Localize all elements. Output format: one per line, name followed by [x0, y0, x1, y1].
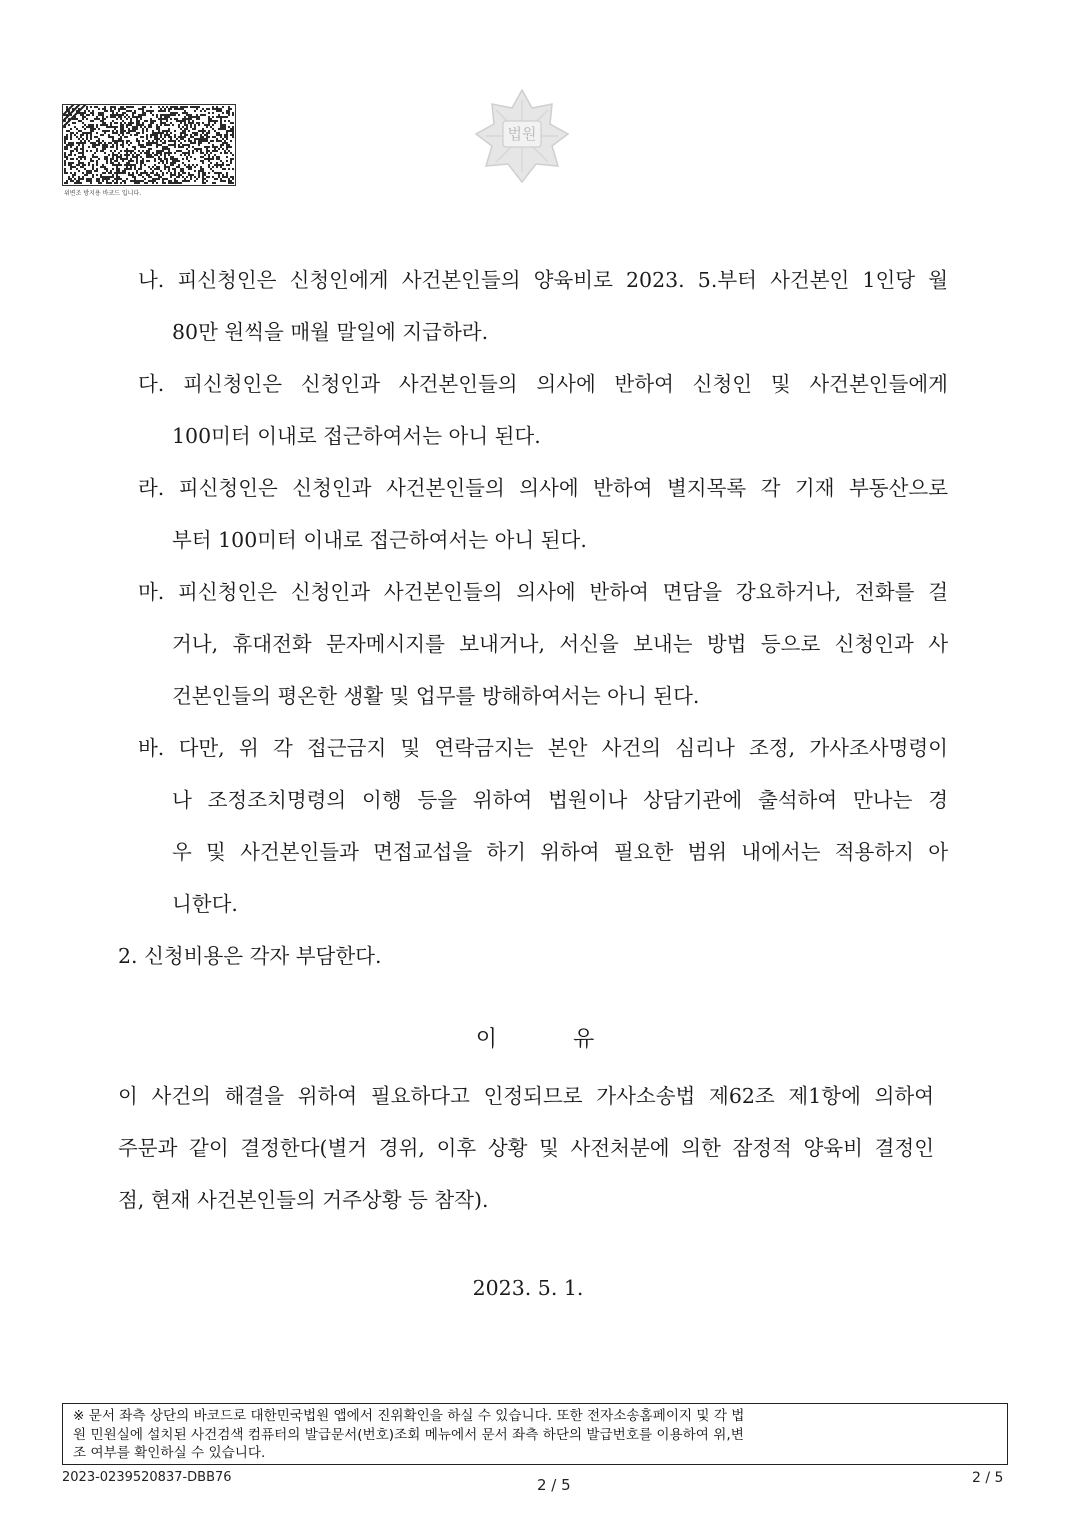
notice-line1: ※ 문서 좌측 상단의 바코드로 대한민국법원 앱에서 진위확인을 하실 수 있습니다. 또한 전자소송홈페이지 및 각 법: [73, 1408, 745, 1424]
barcode-caption: 위변조 방지용 바코드 입니다.: [64, 190, 142, 197]
verification-notice-box: [62, 1403, 1008, 1465]
order-item-ba-line4: 니한다.: [172, 892, 238, 916]
notice-line3: 조 여부를 확인하실 수 있습니다.: [73, 1445, 266, 1461]
order-item-ra-line2: 부터 100미터 이내로 접근하여서는 아니 된다.: [172, 528, 587, 552]
anti-forgery-barcode: [62, 104, 236, 186]
reason-heading-char-1: 이: [475, 1027, 497, 1052]
order-item-na-line1: 나. 피신청인은 신청인에게 사건본인들의 양육비로 2023. 5.부터 사건본인 1인당 월: [138, 268, 948, 292]
reason-line3: 점, 현재 사건본인들의 거주상황 등 참작).: [118, 1188, 489, 1212]
decision-date: 2023. 5. 1.: [472, 1276, 584, 1300]
page-number-center: 2 / 5: [537, 1476, 571, 1494]
reason-body: [118, 1078, 934, 1234]
notice-line2: 원 민원실에 설치된 사건검색 컴퓨터의 발급문서(번호)조회 메뉴에서 문서 좌측 하단의 발급번호를 이용하여 위,변: [73, 1426, 744, 1443]
reason-line1: 이 사건의 해결을 위하여 필요하다고 인정되므로 가사소송법 제62조 제1항에 의하여: [118, 1084, 934, 1108]
order-item-ma-line3: 건본인들의 평온한 생활 및 업무를 방해하여서는 아니 된다.: [172, 684, 700, 708]
reason-heading: [0, 1022, 1070, 1053]
order-item-ba-line1: 바. 다만, 위 각 접근금지 및 연락금지는 본안 사건의 심리나 조정, 가사조사명령이: [138, 736, 948, 760]
reason-heading-char-2: 유: [573, 1027, 595, 1052]
reason-line2: 주문과 같이 결정한다(별거 경위, 이후 상황 및 사전처분에 의한 잠정적 양육비 결정인: [118, 1136, 934, 1160]
order-item-na-line2: 80만 원씩을 매월 말일에 지급하라.: [172, 320, 489, 344]
order-item-ra-line1: 라. 피신청인은 신청인과 사건본인들의 의사에 반하여 별지목록 각 기재 부동산으로: [138, 476, 948, 500]
order-item-ma-line1: 마. 피신청인은 신청인과 사건본인들의 의사에 반하여 면담을 강요하거나, 전화를 걸: [138, 580, 948, 604]
order-item-2: 2. 신청비용은 각자 부담한다.: [118, 944, 382, 968]
order-section: [118, 262, 948, 990]
page-number-right: 2 / 5: [972, 1470, 1004, 1486]
order-item-ba-line2: 나 조정조치명령의 이행 등을 위하여 법원이나 상담기관에 출석하여 만나는 경: [172, 788, 948, 812]
order-item-da-line1: 다. 피신청인은 신청인과 사건본인들의 의사에 반하여 신청인 및 사건본인들에게: [138, 372, 948, 396]
order-item-ba-line3: 우 및 사건본인들과 면접교섭을 하기 위하여 필요한 범위 내에서는 적용하지 아: [172, 840, 948, 864]
court-seal-emblem: [470, 86, 574, 186]
order-item-da-line2: 100미터 이내로 접근하여서는 아니 된다.: [172, 424, 541, 448]
seal-text: 법원: [507, 125, 537, 143]
issue-number: 2023-0239520837-DBB76: [62, 1470, 232, 1485]
order-item-ma-line2: 거나, 휴대전화 문자메시지를 보내거나, 서신을 보내는 방법 등으로 신청인과 사: [172, 632, 948, 656]
